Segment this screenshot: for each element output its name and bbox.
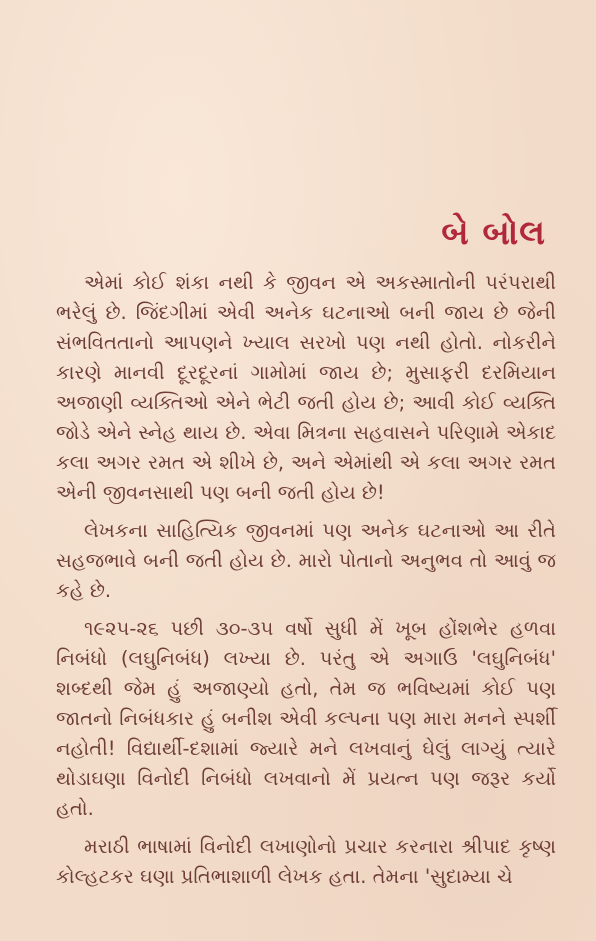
body-text (56, 268, 556, 900)
paragraph: ૧૯૨૫-૨૬ પછી ૩૦-૩૫ વર્ષો સુધી મેં ખૂબ હોંશભેર હળવા નિબંધો (લઘુનિબંધ) લખ્યા છે. પરંતુ એ અગાઉ 'લઘુનિબંધ' શબ્દથી જેમ હું અજાણ્યો હતો, તેમ જ ભવિષ્યમાં કોઈ પણ જાતનો નિબંધકાર હું બનીશ એવી કલ્પના પણ મારા મનને સ્પર્શી નહોતી! વિદ્યાર્થી-દશામાં જ્યારે મને લખવાનું ઘેલું લાગ્યું ત્યારે થોડાઘણા વિનોદી નિબંધો લખવાનો મેં પ્રયત્ન પણ જરૂર કર્યો હતો. (56, 617, 556, 820)
paragraph: એમાં કોઈ શંકા નથી કે જીવન એ અકસ્માતોની પરંપરાથી ભરેલું છે. જિંદગીમાં એવી અનેક ઘટનાઓ બની જાય છે જેની સંભવિતતાનો આપણને ખ્યાલ સરખો પણ નથી હોતો. નોકરીને કારણે માનવી દૂરદૂરનાં ગામોમાં જાય છે; મુસાફરી દરમિયાન અજાણી વ્યક્તિઓ એને ભેટી જતી હોય છે; આવી કોઈ વ્યક્તિ જોડે એને સ્નેહ થાય છે. એવા મિત્રના સહવાસને પરિણામે એકાદ કલા અગર રમત એ શીખે છે, અને એમાંથી એ કલા અગર રમત એની જીવનસાથી પણ બની જતી હોય છે! (56, 271, 556, 504)
paragraph: લેખકના સાહિત્યિક જીવનમાં પણ અનેક ઘટનાઓ આ રીતે સહજભાવે બની જતી હોય છે. મારો પોતાનો અનુભવ તો આવું જ કહે છે. (56, 519, 556, 602)
page-heading: બે બોલ (441, 213, 546, 253)
paragraph: મરાઠી ભાષામાં વિનોદી લખાણોનો પ્રચાર કરનારા શ્રીપાદ કૃષ્ણ કોલ્હટકર ઘણા પ્રતિભાશાળી લેખક હતા. તેમના 'સુદામ્યા ચે (56, 835, 556, 888)
